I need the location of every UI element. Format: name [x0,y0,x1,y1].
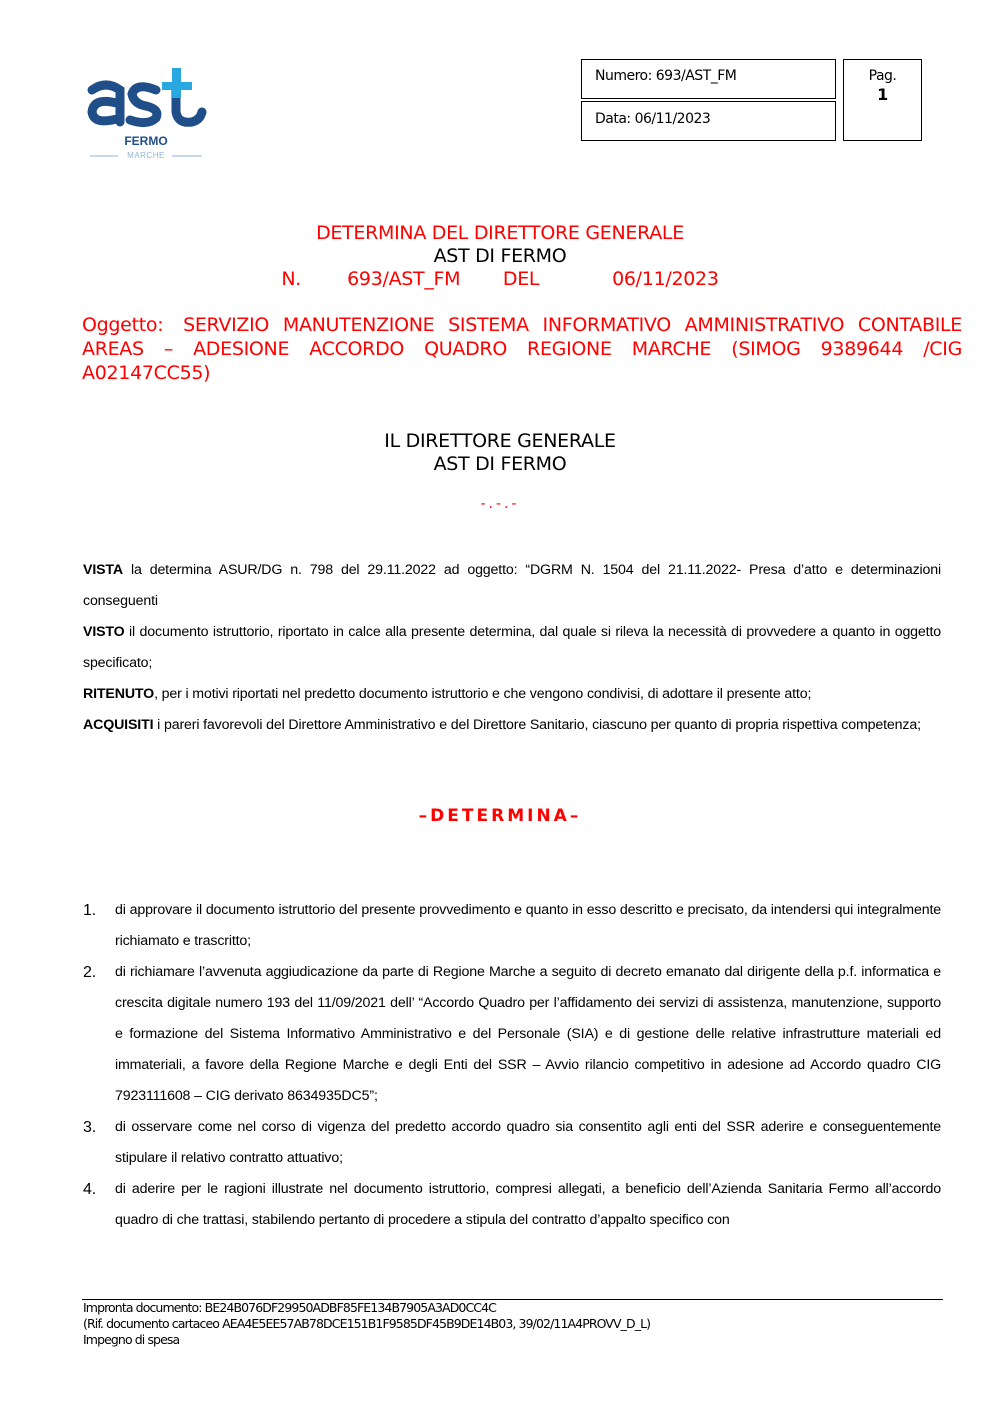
premise-keyword: VISTA [83,562,123,578]
page-box [843,59,922,141]
item-number: 1. [83,902,97,919]
document-number-line [0,268,1000,290]
list-item [83,895,941,957]
date-text: Data: 06/11/2023 [595,111,711,127]
number-value: 693/AST_FM [347,268,461,290]
item-text: di richiamare l’avvenuta aggiudicazione da parte di Regione Marche a seguito di decreto emanato dal dirigente della p.f. informatica e crescita digitale numero 193 del 11/09/2021 dell’ “Accordo Quadro per l’affidamento dei servizi di assistenza, manutenzione, supporto e formazione del Sistema Informativo Amministrativo e del Personale (SIA) e di gestione delle relative infrastrutture materiali ed immateriali, a favore della Regione Marche e degli Enti del SSR – Avvio rilancio competitivo in adesione ad Accordo quadro CIG 7923111608 – CIG derivato 8634935DC5”; [115,964,941,1104]
footer-impegno: Impegno di spesa [83,1332,180,1347]
numero-box [581,59,836,99]
date-value: 06/11/2023 [612,268,719,290]
premise-paragraph [83,710,941,741]
date-box [581,101,836,141]
premise-paragraph [83,555,941,617]
premise-text: la determina ASUR/DG n. 798 del 29.11.2022 ad oggetto: “DGRM N. 1504 del 21.11.2022- Presa d’atto e determinazioni conseguenti [83,562,941,609]
number-label: N. [281,268,302,290]
premise-paragraph [83,679,941,710]
premise-keyword: RITENUTO [83,686,155,702]
page-label: Pag. [868,68,897,84]
date-label: DEL [502,268,540,290]
list-item [83,1174,941,1236]
item-text: di aderire per le ragioni illustrate nel documento istruttorio, compresi allegati, a beneficio dell’Azienda Sanitaria Fermo all’accordo quadro di che trattasi, stabilendo pertanto di procedere a stipula del contratto d’appalto specifico con [115,1181,941,1228]
item-number: 4. [83,1181,97,1198]
footer [83,1300,953,1348]
determina-heading: –DETERMINA– [418,806,582,826]
determination-list [83,895,941,1236]
premise-text: , per i motivi riportati nel predetto documento istruttorio e che vengono condivisi, di adottare il presente atto; [154,686,812,702]
premises-section [83,555,941,741]
subject-block [82,313,962,385]
subject-label: Oggetto: [82,314,164,336]
logo-city: FERMO [124,134,168,148]
document-title: DETERMINA DEL DIRETTORE GENERALE [316,222,684,244]
item-text: di approvare il documento istruttorio del presente provvedimento e quanto in esso descritto e precisato, da intendersi qui integralmente richiamato e trascritto; [115,902,941,949]
numero-text: Numero: 693/AST_FM [595,68,737,84]
premise-keyword: VISTO [83,624,125,640]
list-item [83,957,941,1112]
document-subtitle: AST DI FERMO [433,245,567,267]
premise-keyword: ACQUISITI [83,717,154,733]
logo-region: MARCHE [127,151,165,160]
item-number: 3. [83,1119,97,1136]
subject-text: SERVIZIO MANUTENZIONE SISTEMA INFORMATIVO AMMINISTRATIVO CONTABILE AREAS – ADESIONE ACCORDO QUADRO REGIONE MARCHE (SIMOG 9389644 /CIG A02147CC55) [82,314,962,384]
ast-fermo-logo [84,62,214,172]
director-subheading: AST DI FERMO [433,453,567,475]
premise-text: i pareri favorevoli del Direttore Amministrativo e del Direttore Sanitario, ciascuno per quanto di propria rispettiva competenza; [153,717,921,733]
separator: -.-.- [480,496,520,512]
director-heading: IL DIRETTORE GENERALE [384,430,616,452]
page-number: 1 [877,85,888,104]
footer-reference: (Rif. documento cartaceo AEA4E5EE57AB78DCE151B1F9585DF45B9DE14B03, 39/02/11A4PROVV_D_L) [83,1316,651,1331]
item-text: di osservare come nel corso di vigenza del predetto accordo quadro sia consentito agli enti del SSR aderire e conseguentemente stipulare il relativo contratto attuativo; [115,1119,941,1166]
premise-text: il documento istruttorio, riportato in calce alla presente determina, dal quale si rileva la necessità di provvedere a quanto in oggetto specificato; [83,624,941,671]
footer-impronta: Impronta documento: BE24B076DF29950ADBF85FE134B7905A3AD0CC4C [83,1300,497,1315]
item-number: 2. [83,964,97,981]
premise-paragraph [83,617,941,679]
list-item [83,1112,941,1174]
